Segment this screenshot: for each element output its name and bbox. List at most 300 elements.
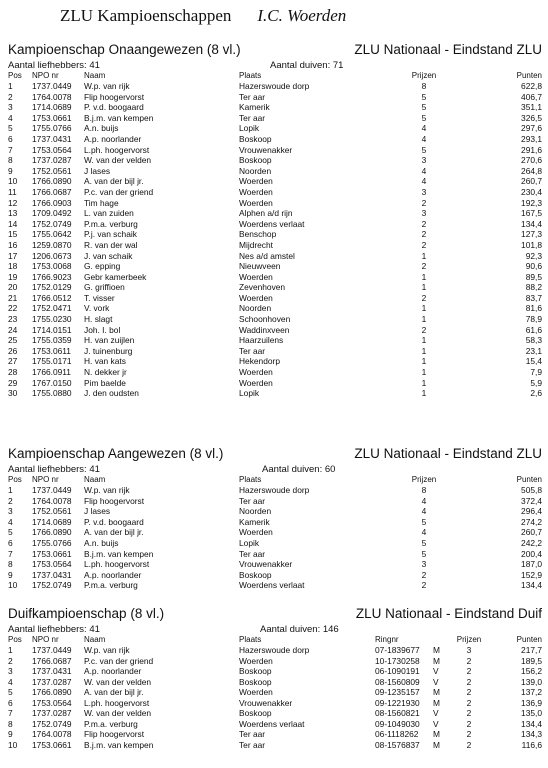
table-row	[8, 656, 542, 667]
table-cell: 1752.0749	[32, 580, 72, 591]
table-cell: 5	[421, 112, 427, 123]
table-cell: Haarzuilens	[239, 335, 284, 346]
table-row	[8, 356, 542, 367]
table-cell: 89,5	[525, 271, 542, 282]
table-cell: 06-1090191	[375, 666, 420, 676]
table-cell: 291,6	[521, 144, 542, 155]
subtitle-text: I.C. Woerden	[257, 6, 347, 25]
section-result-label: ZLU Nationaal - Eindstand ZLU	[354, 42, 542, 57]
table-cell: 2	[421, 229, 427, 240]
table-cell: 189,5	[521, 655, 542, 666]
table-cell: 1737.0287	[32, 708, 72, 718]
table-cell: A.n. buijs	[84, 537, 119, 548]
table-header-row	[8, 635, 542, 645]
table-cell: 152,9	[521, 569, 542, 580]
table-cell: 5	[421, 102, 427, 113]
table-cell: Vrouwenakker	[239, 144, 293, 155]
table-cell: Ter aar	[239, 495, 266, 506]
table-row	[8, 92, 542, 103]
table-cell: 08-1576837	[375, 739, 420, 750]
table-row	[8, 677, 542, 688]
table-cell: V	[433, 708, 439, 718]
table-cell: 2	[466, 687, 472, 697]
table-row	[8, 388, 542, 399]
table-cell: Boskoop	[239, 708, 272, 718]
table-cell: J. tuinenburg	[84, 345, 133, 356]
table-cell: 11	[8, 186, 17, 197]
table-cell: V	[433, 676, 439, 687]
table-cell: P.c. van der griend	[84, 186, 154, 197]
table-cell: 1259.0870	[32, 239, 72, 250]
table-row	[8, 645, 542, 656]
table-cell: H. van zuijlen	[84, 335, 135, 346]
table-cell: 17	[8, 250, 18, 261]
table-cell: 264,8	[521, 165, 542, 176]
table-cell: M	[433, 687, 440, 697]
table-cell: J. van schaik	[84, 250, 133, 261]
table-cell: 1753.0564	[32, 144, 72, 155]
table-cell: B.j.m. van kempen	[84, 112, 154, 123]
table-cell: N. dekker jr	[84, 367, 127, 378]
table-cell: 1	[8, 485, 13, 495]
table-cell: 1764.0078	[32, 729, 72, 739]
table-cell: W.p. van rijk	[84, 645, 130, 655]
table-cell: 1764.0078	[32, 91, 72, 102]
table-cell: 20	[8, 282, 18, 293]
table-cell: 2	[8, 91, 13, 102]
table-cell: H. van kats	[84, 356, 126, 367]
col-header: Punten	[516, 475, 542, 484]
table-cell: 1	[421, 345, 427, 356]
table-cell: Noorden	[239, 165, 272, 176]
table-cell: 10	[8, 176, 18, 187]
table-cell: 7,9	[530, 367, 542, 378]
table-cell: P. v.d. boogaard	[84, 102, 144, 113]
table-cell: 505,8	[521, 485, 542, 495]
section-result-label: ZLU Nationaal - Eindstand Duif	[355, 606, 542, 621]
table-row	[8, 485, 542, 496]
col-header: NPO nr	[32, 475, 59, 484]
table-cell: 90,6	[525, 261, 542, 272]
table-cell: Woerden	[239, 687, 273, 697]
table-cell: 4	[421, 506, 427, 517]
table-cell: Boskoop	[239, 569, 272, 580]
table-row	[8, 325, 542, 336]
table-cell: 1	[421, 314, 427, 325]
table-row	[8, 123, 542, 134]
table-cell: A.p. noorlander	[84, 133, 142, 144]
table-cell: 135,0	[521, 708, 542, 718]
table-cell: P.m.a. verburg	[84, 718, 138, 729]
table-row	[8, 580, 542, 591]
table-cell: 1753.0661	[32, 739, 72, 750]
col-header: Punten	[516, 71, 542, 80]
table-row	[8, 293, 542, 304]
table-cell: A. van der bijl jr.	[84, 687, 144, 697]
table-cell: 7	[8, 548, 13, 559]
table-cell: 1766.0903	[32, 197, 72, 208]
table-cell: 1755.0642	[32, 229, 72, 240]
table-cell: Boskoop	[239, 666, 272, 676]
table-cell: 167,5	[521, 208, 542, 219]
table-cell: 134,4	[521, 718, 542, 729]
table-row	[8, 208, 542, 219]
table-cell: P.j. van schaik	[84, 229, 137, 240]
table-cell: 351,1	[521, 102, 542, 113]
table-cell: 1709.0492	[32, 208, 72, 219]
table-cell: 1766.0911	[32, 367, 71, 378]
section-aangewezen	[8, 446, 542, 591]
table-cell: Ter aar	[239, 112, 266, 123]
table-row	[8, 261, 542, 272]
table-cell: J. den oudsten	[84, 388, 139, 399]
table-cell: 1766.9023	[32, 271, 72, 282]
table-cell: 5,9	[530, 377, 542, 388]
table-cell: 4	[421, 176, 427, 187]
table-cell: 7	[8, 708, 13, 718]
table-cell: 1766.0890	[32, 176, 72, 187]
table-row	[8, 378, 542, 389]
table-cell: 134,3	[521, 729, 542, 739]
table-cell: Hazerswoude dorp	[239, 81, 310, 91]
table-cell: 2	[8, 655, 13, 666]
table-cell: 1737.0431	[32, 133, 72, 144]
table-cell: 24	[8, 324, 18, 335]
table-cell: 9	[8, 569, 13, 580]
table-cell: L.ph. hoogervorst	[84, 559, 150, 570]
table-cell: 81,6	[525, 303, 542, 314]
table-cell: 5	[421, 516, 427, 527]
table-cell: 4	[421, 123, 427, 134]
col-header: Plaats	[239, 71, 262, 80]
table-row	[8, 251, 542, 262]
table-cell: 23	[8, 314, 18, 325]
table-cell: 09-1221930	[375, 697, 420, 708]
table-row	[8, 134, 542, 145]
table-cell: 4	[421, 527, 427, 538]
table-cell: 4	[421, 133, 427, 144]
table-cell: Woerden	[239, 176, 273, 187]
table-cell: Hazerswoude dorp	[239, 485, 310, 495]
table-row	[8, 272, 542, 283]
table-cell: 2	[421, 580, 427, 591]
table-cell: 2	[466, 708, 472, 718]
table-cell: 101,8	[521, 239, 542, 250]
table-cell: W. van der velden	[84, 708, 152, 718]
table-cell: 217,7	[521, 645, 542, 655]
table-cell: 9	[8, 729, 13, 739]
table-cell: A.p. noorlander	[84, 666, 142, 676]
table-row	[8, 729, 542, 740]
table-cell: 200,4	[521, 548, 542, 559]
table-cell: Nieuwveen	[239, 261, 281, 272]
table-cell: Woerden	[239, 292, 273, 303]
table-cell: P. v.d. boogaard	[84, 516, 144, 527]
table-cell: 8	[8, 559, 13, 570]
table-cell: 09-1049030	[375, 718, 420, 729]
table-cell: 2	[421, 218, 427, 229]
table-row	[8, 740, 542, 751]
table-cell: 1	[421, 303, 427, 314]
table-cell: Joh. I. bol	[84, 324, 121, 335]
table-cell: 1752.0749	[32, 718, 72, 729]
table-cell: 5	[421, 548, 427, 559]
col-header: Naam	[84, 71, 106, 80]
table-header-row	[8, 71, 542, 81]
table-cell: P.m.a. verburg	[84, 218, 138, 229]
table-cell: 1	[421, 388, 427, 399]
table-cell: Flip hoogervorst	[84, 91, 145, 102]
table-cell: 06-1118262	[375, 729, 419, 739]
table-cell: 1737.0449	[32, 485, 72, 495]
section-meta	[8, 464, 542, 475]
table-row	[8, 687, 542, 698]
table-row	[8, 335, 542, 346]
table-cell: 1766.0687	[32, 186, 72, 197]
table-cell: 372,4	[521, 495, 542, 506]
table-cell: W.p. van rijk	[84, 81, 130, 91]
table-cell: 18	[8, 261, 18, 272]
table-cell: 26	[8, 345, 18, 356]
table-cell: 622,8	[521, 81, 542, 91]
section-result-label: ZLU Nationaal - Eindstand ZLU	[354, 446, 542, 461]
table-cell: 270,6	[521, 155, 542, 166]
table-row	[8, 145, 542, 156]
col-header: Pos	[8, 635, 22, 644]
table-cell: 78,9	[525, 314, 542, 325]
table-cell: 10	[8, 739, 18, 750]
table-cell: W. van der velden	[84, 155, 152, 166]
table-cell: 2	[466, 676, 472, 687]
table-cell: T. visser	[84, 292, 115, 303]
table-cell: Waddinxveen	[239, 324, 290, 335]
table-cell: 7	[8, 144, 13, 155]
table-row	[8, 187, 542, 198]
table-cell: 406,7	[521, 91, 542, 102]
table-cell: Tim hage	[84, 197, 119, 208]
col-header: Ringnr	[375, 635, 399, 644]
table-cell: 23,1	[525, 345, 542, 356]
table-row	[8, 166, 542, 177]
table-cell: 27	[8, 356, 18, 367]
table-cell: 242,2	[521, 537, 542, 548]
table-cell: 1737.0449	[32, 645, 72, 655]
table-cell: 3	[8, 102, 13, 113]
table-row	[8, 113, 542, 124]
table-row	[8, 314, 542, 325]
table-row	[8, 517, 542, 528]
table-cell: Ter aar	[239, 345, 266, 356]
table-cell: 1753.0564	[32, 559, 72, 570]
table-row	[8, 198, 542, 209]
table-cell: 4	[421, 495, 427, 506]
table-cell: Noorden	[239, 506, 272, 517]
table-cell: Noorden	[239, 303, 272, 314]
table-cell: 6	[8, 537, 13, 548]
table-cell: A.p. noorlander	[84, 569, 142, 580]
table-cell: Mijdrecht	[239, 239, 273, 250]
table-cell: Lopik	[239, 123, 260, 134]
table-cell: 137,2	[521, 687, 542, 697]
table-cell: Hazerswoude dorp	[239, 645, 310, 655]
table-cell: 14	[8, 218, 18, 229]
table-cell: 1752.0749	[32, 218, 72, 229]
table-cell: Woerdens verlaat	[239, 718, 305, 729]
table-cell: 3	[421, 155, 427, 166]
title-text: ZLU Kampioenschappen	[60, 6, 232, 25]
table-cell: 274,2	[521, 516, 542, 527]
table-row	[8, 240, 542, 251]
table-cell: 2	[421, 197, 427, 208]
table-cell: Woerden	[239, 655, 273, 666]
col-header: Naam	[84, 475, 106, 484]
duiven-count: Aantal duiven: 71	[270, 60, 344, 71]
table-cell: Kamerik	[239, 516, 270, 527]
table-cell: 12	[8, 197, 18, 208]
col-header: NPO nr	[32, 635, 59, 644]
table-cell: 5	[421, 537, 427, 548]
table-cell: 8	[421, 485, 427, 495]
table-row	[8, 719, 542, 730]
table-cell: Kamerik	[239, 102, 270, 113]
section-heading: Duifkampioenschap (8 vl.)	[8, 606, 165, 621]
table-row	[8, 666, 542, 677]
table-cell: G. griffioen	[84, 282, 125, 293]
col-header: Punten	[516, 635, 542, 644]
table-cell: 1	[421, 271, 427, 282]
table-cell: 3	[8, 506, 13, 517]
table-cell: M	[433, 739, 440, 750]
table-row	[8, 549, 542, 560]
table-row	[8, 303, 542, 314]
table-cell: 16	[8, 239, 18, 250]
duiven-count: Aantal duiven: 146	[260, 624, 339, 635]
table-cell: 192,3	[521, 197, 542, 208]
table-cell: Woerden	[239, 377, 273, 388]
table-cell: 1766.0890	[32, 687, 72, 697]
table-cell: 10-1730258	[375, 655, 420, 666]
table-cell: 1755.0230	[32, 314, 72, 325]
section-duifkampioenschap	[8, 606, 542, 750]
liefhebbers-count: Aantal liefhebbers: 41	[8, 624, 100, 635]
table-cell: Woerdens verlaat	[239, 580, 305, 591]
table-cell: 260,7	[521, 176, 542, 187]
table-cell: Ter aar	[239, 739, 266, 750]
liefhebbers-count: Aantal liefhebbers: 41	[8, 60, 100, 71]
table-row	[8, 708, 542, 719]
table-row	[8, 102, 542, 113]
table-cell: 2,6	[530, 388, 542, 399]
table-cell: 1737.0449	[32, 81, 72, 91]
table-row	[8, 698, 542, 709]
table-cell: 28	[8, 367, 18, 378]
table-row	[8, 155, 542, 166]
results-table	[8, 71, 542, 399]
table-cell: Ter aar	[239, 548, 266, 559]
table-cell: 3	[421, 208, 427, 219]
table-row	[8, 559, 542, 570]
table-cell: 1766.0687	[32, 655, 72, 666]
table-cell: 22	[8, 303, 18, 314]
table-cell: 6	[8, 133, 13, 144]
table-cell: M	[433, 645, 440, 655]
table-cell: Woerden	[239, 186, 273, 197]
table-row	[8, 538, 542, 549]
table-cell: 10	[8, 580, 18, 591]
table-cell: 1	[421, 335, 427, 346]
table-cell: 07-1839677	[375, 645, 420, 655]
table-cell: 61,6	[525, 324, 542, 335]
table-cell: 1206.0673	[32, 250, 72, 261]
table-cell: 09-1235157	[375, 687, 420, 697]
liefhebbers-count: Aantal liefhebbers: 41	[8, 464, 100, 475]
table-cell: 2	[466, 718, 472, 729]
table-row	[8, 282, 542, 293]
table-cell: Boskoop	[239, 155, 272, 166]
table-cell: V	[433, 718, 439, 729]
table-cell: 2	[466, 666, 472, 676]
table-cell: 2	[8, 495, 13, 506]
table-cell: Ter aar	[239, 91, 266, 102]
table-cell: A.n. buijs	[84, 123, 119, 134]
col-header: Pos	[8, 475, 22, 484]
table-cell: 08-1560821	[375, 708, 420, 718]
table-cell: 2	[466, 739, 472, 750]
table-cell: 1753.0661	[32, 112, 72, 123]
table-cell: B.j.m. van kempen	[84, 548, 154, 559]
table-cell: 1753.0068	[32, 261, 72, 272]
table-cell: 1	[8, 81, 13, 91]
table-cell: 1766.0512	[32, 292, 72, 303]
table-cell: Benschop	[239, 229, 277, 240]
table-cell: 134,4	[521, 580, 542, 591]
table-cell: Gebr kamerbeek	[84, 271, 147, 282]
table-cell: 1752.0561	[32, 506, 72, 517]
table-cell: B.j.m. van kempen	[84, 739, 154, 750]
table-cell: 3	[421, 559, 427, 570]
table-cell: Flip hoogervorst	[84, 729, 145, 739]
table-cell: 3	[8, 666, 13, 676]
table-cell: 5	[421, 91, 427, 102]
table-cell: Woerden	[239, 527, 273, 538]
table-cell: 4	[421, 165, 427, 176]
table-cell: M	[433, 697, 440, 708]
col-header: Plaats	[239, 635, 262, 644]
table-row	[8, 176, 542, 187]
col-header: Plaats	[239, 475, 262, 484]
table-cell: 15	[8, 229, 18, 240]
table-cell: 4	[8, 676, 13, 687]
table-cell: 1	[421, 377, 427, 388]
table-cell: 5	[8, 687, 13, 697]
col-header: Prijzen	[456, 635, 482, 644]
table-cell: 21	[8, 292, 18, 303]
table-cell: 5	[8, 123, 13, 134]
table-cell: Vrouwenakker	[239, 697, 293, 708]
table-cell: 5	[421, 144, 427, 155]
table-cell: 127,3	[521, 229, 542, 240]
table-cell: 1767.0150	[32, 377, 72, 388]
table-cell: Alphen a/d rijn	[239, 208, 293, 219]
table-cell: 1737.0287	[32, 676, 72, 687]
table-cell: 230,4	[521, 186, 542, 197]
section-onaangewezen	[8, 42, 542, 399]
table-row	[8, 219, 542, 230]
col-header: NPO nr	[32, 71, 59, 80]
section-header	[8, 606, 542, 624]
table-cell: Woerden	[239, 197, 273, 208]
table-cell: 83,7	[525, 292, 542, 303]
